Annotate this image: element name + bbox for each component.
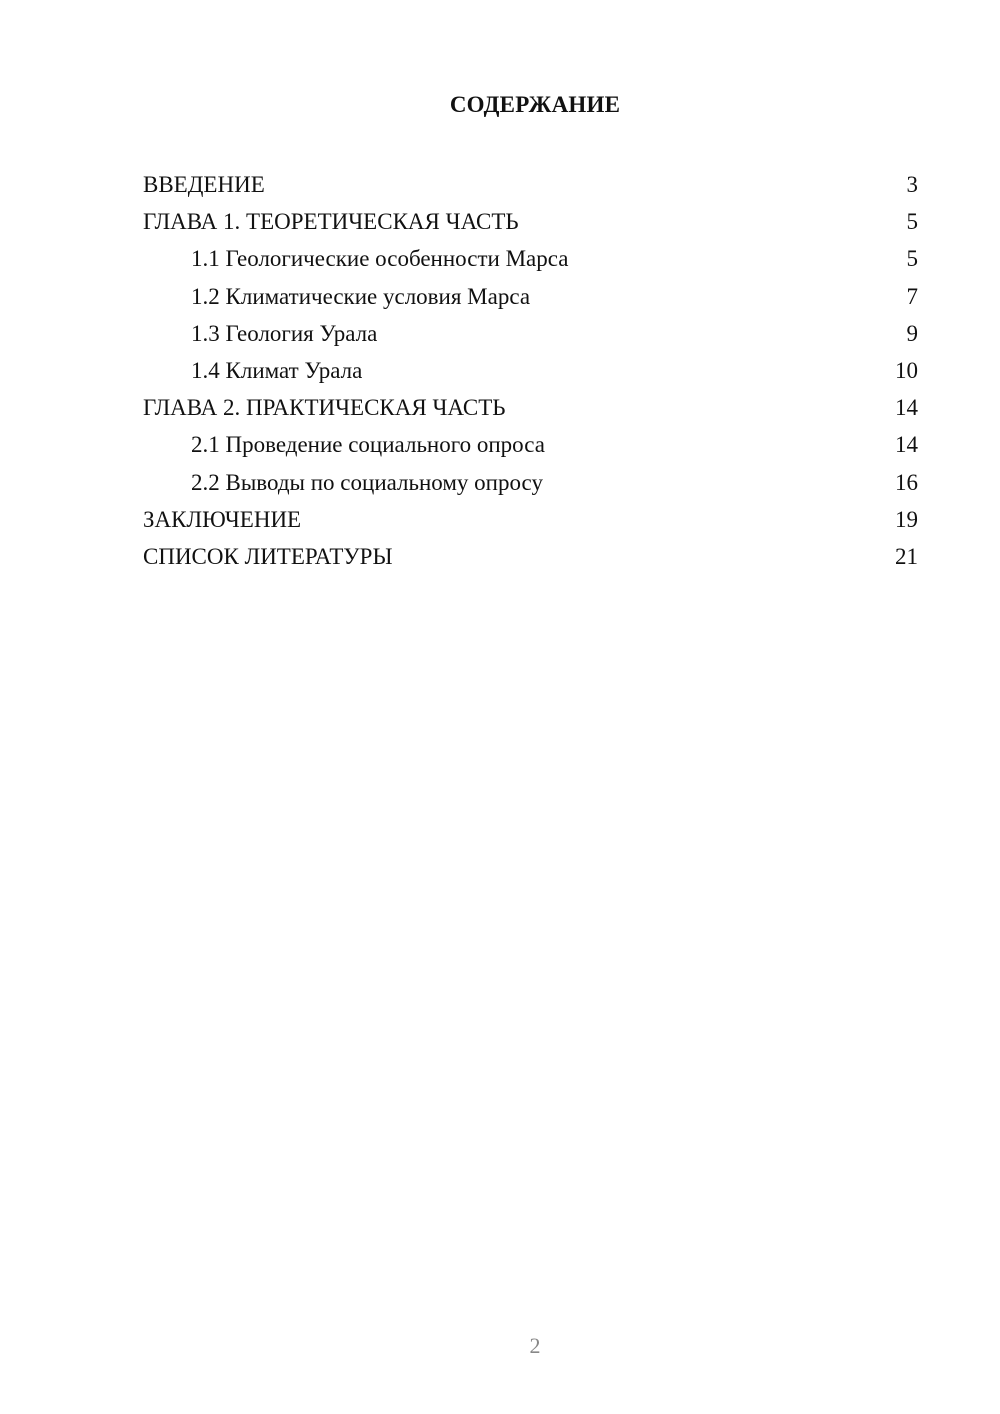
toc-entry-introduction[interactable] <box>143 166 918 203</box>
toc-entry-section-1-1[interactable] <box>143 240 918 277</box>
toc-entry-label: 1.4 Климат Урала <box>191 357 363 383</box>
toc-entry-section-1-3[interactable] <box>143 315 918 352</box>
toc-entry-chapter-2[interactable] <box>143 389 918 426</box>
page-title: СОДЕРЖАНИЕ <box>449 92 621 117</box>
page-number: 2 <box>529 1333 541 1358</box>
toc-entry-page: 16 <box>895 469 918 495</box>
toc-entry-label: СПИСОК ЛИТЕРАТУРЫ <box>143 543 393 569</box>
toc-entry-label: ГЛАВА 1. ТЕОРЕТИЧЕСКАЯ ЧАСТЬ <box>143 209 519 235</box>
toc-entry-section-1-2[interactable] <box>143 278 918 315</box>
toc-entry-label: 2.2 Выводы по социальному опросу <box>191 469 543 495</box>
toc-entry-page: 21 <box>895 543 918 569</box>
toc-entry-label: 1.1 Геологические особенности Марса <box>191 246 569 272</box>
toc-entry-bibliography[interactable] <box>143 538 918 575</box>
toc-entry-chapter-1[interactable] <box>143 203 918 240</box>
toc-entry-section-2-2[interactable] <box>143 464 918 501</box>
toc-entry-page: 5 <box>906 209 918 235</box>
toc-entry-page: 7 <box>906 283 918 309</box>
toc-entry-page: 10 <box>895 357 918 383</box>
toc-entry-page: 3 <box>906 172 918 197</box>
toc-entry-label: ГЛАВА 2. ПРАКТИЧЕСКАЯ ЧАСТЬ <box>143 395 506 421</box>
toc-entry-section-1-4[interactable] <box>143 352 918 389</box>
toc-entry-page: 5 <box>906 246 918 272</box>
toc-entry-page: 14 <box>895 395 918 421</box>
toc-entry-label: 1.3 Геология Урала <box>191 320 378 346</box>
toc-entry-section-2-1[interactable] <box>143 426 918 463</box>
toc-entry-label: 2.1 Проведение социального опроса <box>191 432 545 458</box>
toc-entry-conclusion[interactable] <box>143 501 918 538</box>
table-of-contents <box>143 166 918 575</box>
toc-entry-page: 14 <box>895 432 918 458</box>
toc-entry-label: ВВЕДЕНИЕ <box>143 172 265 197</box>
toc-entry-page: 9 <box>906 320 918 346</box>
toc-entry-page: 19 <box>895 506 918 532</box>
toc-entry-label: 1.2 Климатические условия Марса <box>191 283 531 309</box>
toc-entry-label: ЗАКЛЮЧЕНИЕ <box>143 506 302 532</box>
